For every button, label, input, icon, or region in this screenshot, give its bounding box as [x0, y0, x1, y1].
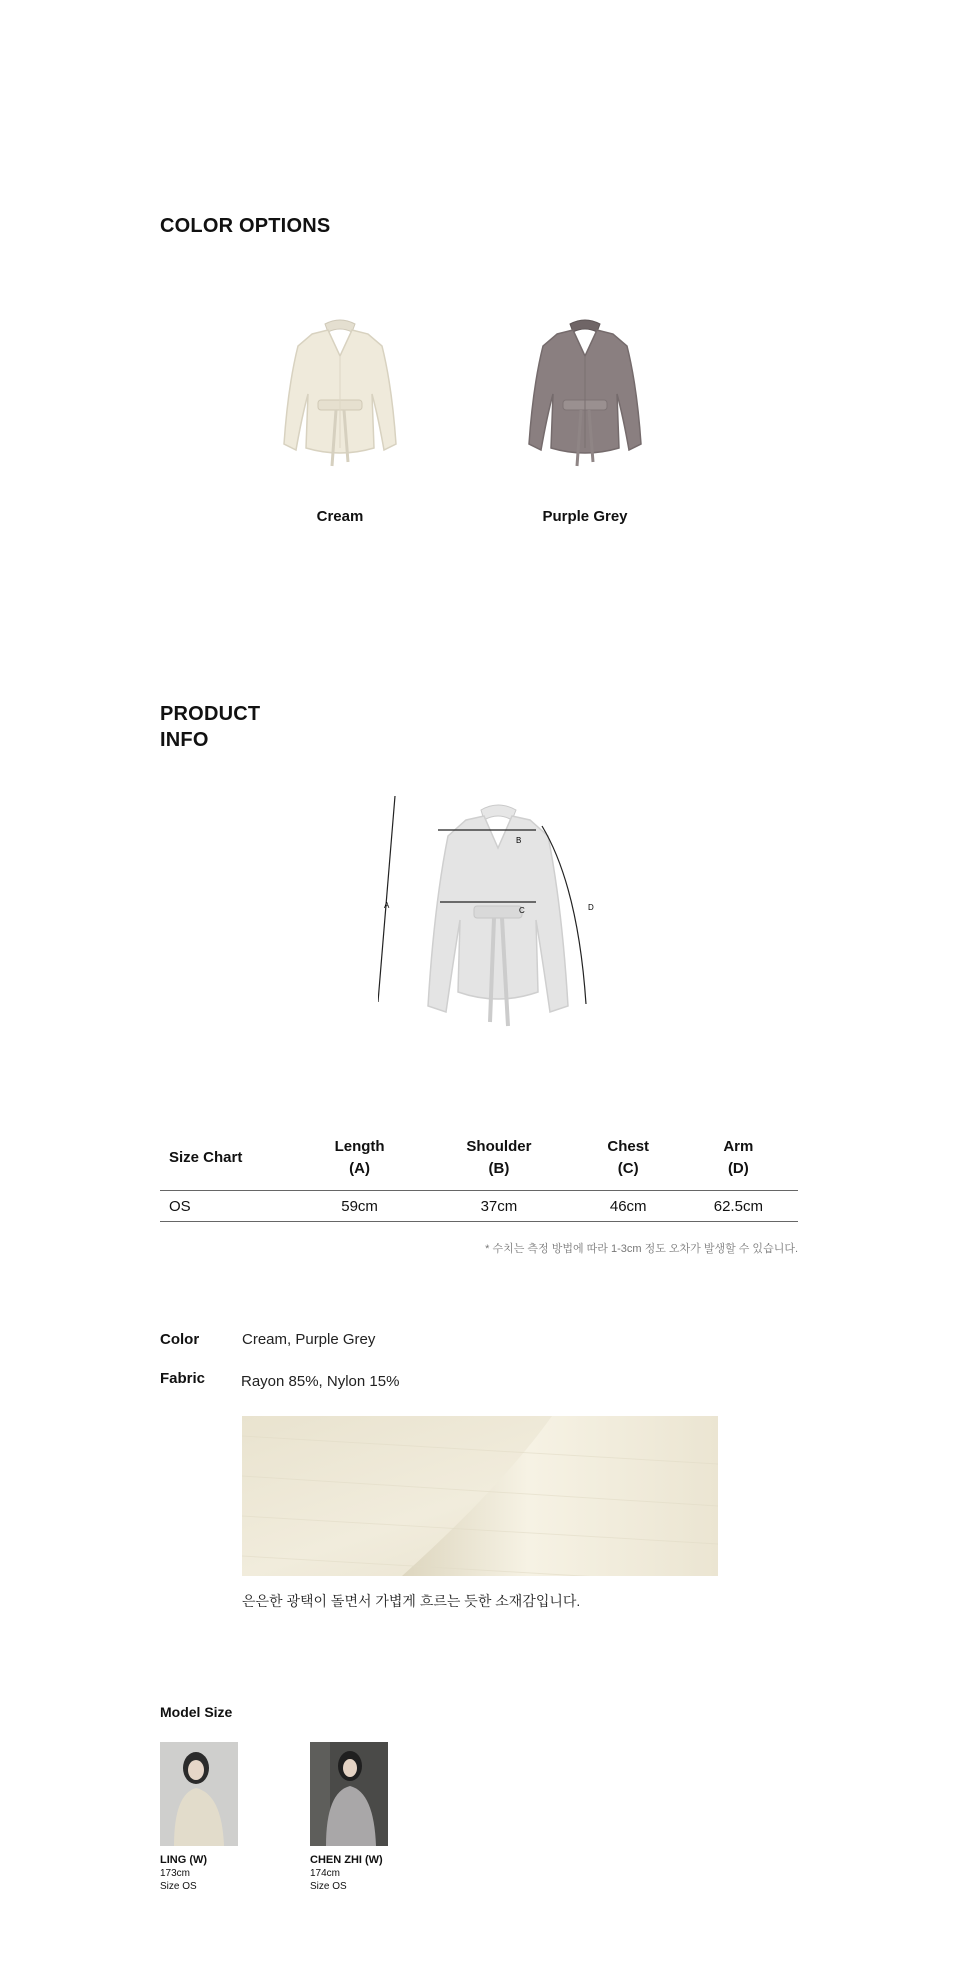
model-name: CHEN ZHI (W) — [310, 1854, 383, 1866]
chest-cell: 46cm — [578, 1191, 679, 1222]
arm-cell: 62.5cm — [679, 1191, 798, 1222]
product-info-title-line2: INFO — [160, 729, 209, 751]
length-header: Length (A) — [334, 1138, 385, 1177]
product-info-title — [160, 701, 260, 753]
color-option-cream[interactable] — [240, 316, 440, 525]
model-size-title: Model Size — [160, 1704, 233, 1720]
color-label: Color — [160, 1331, 200, 1348]
model-photo — [160, 1742, 238, 1846]
color-option-purple-grey[interactable] — [485, 316, 685, 525]
size-chart-header: Size Chart — [169, 1149, 243, 1166]
diagram-label-d: D — [588, 903, 594, 912]
shoulder-header: Shoulder (B) — [466, 1138, 532, 1177]
color-value: Cream, Purple Grey — [242, 1331, 376, 1348]
model-height: 174cm — [310, 1868, 341, 1879]
measurement-diagram — [378, 796, 618, 1036]
diagram-blouse-image — [428, 805, 568, 1026]
model-height: 173cm — [160, 1868, 191, 1879]
diagram-label-b: B — [516, 836, 522, 845]
size-cell: OS — [160, 1191, 299, 1222]
fabric-description: 은은한 광택이 돌면서 가볍게 흐르는 듯한 소재감입니다. — [242, 1593, 581, 1609]
length-cell: 59cm — [299, 1191, 420, 1222]
product-info-title-line1: PRODUCT — [160, 703, 261, 725]
color-name: Purple Grey — [542, 508, 628, 525]
model-card-ling — [160, 1742, 270, 1892]
cream-blouse-image — [260, 316, 420, 486]
model-photo — [310, 1742, 388, 1846]
purple-grey-blouse-image — [505, 316, 665, 486]
shoulder-cell: 37cm — [420, 1191, 578, 1222]
color-options-title: COLOR OPTIONS — [160, 215, 331, 237]
chest-header: Chest (C) — [607, 1138, 650, 1177]
arm-header: Arm (D) — [723, 1138, 754, 1177]
table-row — [160, 1191, 798, 1222]
model-size: Size OS — [310, 1881, 347, 1892]
size-chart-table — [160, 1130, 798, 1222]
diagram-label-a: A — [384, 901, 390, 910]
fabric-value: Rayon 85%, Nylon 15% — [241, 1373, 400, 1390]
length-line — [378, 796, 395, 1002]
fabric-label: Fabric — [160, 1370, 206, 1387]
color-name: Cream — [316, 508, 364, 525]
fabric-texture-image — [242, 1416, 718, 1576]
model-name: LING (W) — [160, 1854, 208, 1866]
measurement-note: * 수치는 측정 방법에 따라 1-3cm 정도 오차가 발생할 수 있습니다. — [485, 1243, 798, 1255]
size-chart-header-row — [160, 1130, 798, 1191]
model-size: Size OS — [160, 1881, 197, 1892]
diagram-label-c: C — [519, 906, 525, 915]
model-card-chen-zhi — [310, 1742, 420, 1892]
